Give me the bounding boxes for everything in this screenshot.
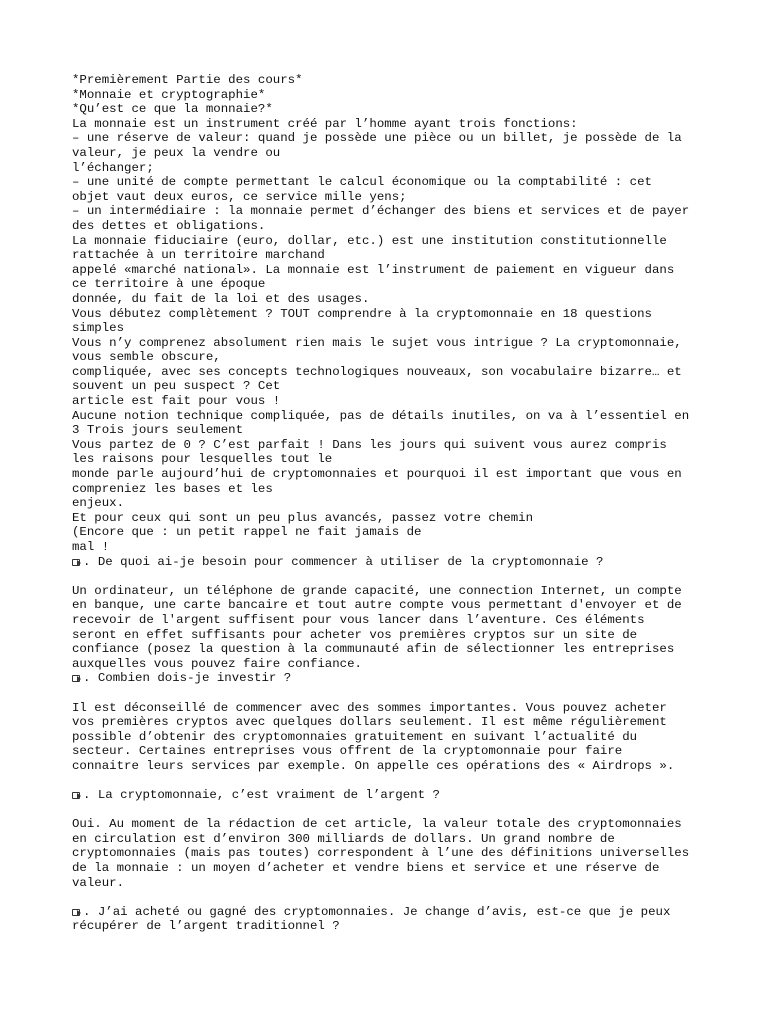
text-line: compreniez les bases et les xyxy=(72,481,273,496)
text-line: monde parle aujourd’hui de cryptomonnaies et pourquoi il est important que vous en xyxy=(72,467,682,482)
text-line: vous semble obscure, xyxy=(72,350,221,365)
text-line: confiance (posez la question à la communauté afin de sélectionner les entreprises xyxy=(72,642,675,657)
answer-2 xyxy=(72,701,712,774)
spacer xyxy=(72,890,712,905)
text-line: Vous partez de 0 ? C’est parfait ! Dans les jours qui suivent vous aurez compris xyxy=(72,437,667,452)
text-line: La monnaie fiduciaire (euro, dollar, etc.) est une institution constitutionnelle xyxy=(72,233,667,248)
question-3: . La cryptomonnaie, c’est vraiment de l’argent ? xyxy=(72,788,712,803)
text-line: La monnaie est un instrument créé par l’homme ayant trois fonctions: xyxy=(72,116,578,131)
text-line: rattachée à un territoire marchand xyxy=(72,248,325,263)
text-line: Il est déconseillé de commencer avec des sommes importantes. Vous pouvez acheter xyxy=(72,700,667,715)
text-line: des dettes et obligations. xyxy=(72,218,266,233)
text-line: – une unité de compte permettant le calcul économique ou la comptabilité : cet xyxy=(72,175,652,190)
text-line: souvent un peu suspect ? Cet xyxy=(72,379,281,394)
text-line: auxquelles vous pouvez faire confiance. xyxy=(72,656,362,671)
text-line: Oui. Au moment de la rédaction de cet article, la valeur totale des cryptomonnaies xyxy=(72,817,682,832)
arrow-hand-icon xyxy=(72,674,82,682)
text-line: de la monnaie : un moyen d’acheter et vendre biens et service et une réserve de xyxy=(72,861,660,876)
text-line: mal ! xyxy=(72,540,110,554)
text-line: Et pour ceux qui sont un peu plus avancés, passez votre chemin xyxy=(72,510,534,525)
text-line: connaitre leurs services par exemple. On appelle ces opérations des « Airdrops ». xyxy=(72,758,675,773)
document-text xyxy=(72,73,712,934)
text-line: *Premièrement Partie des cours* xyxy=(72,73,303,87)
text-line: ce territoire à une époque xyxy=(72,277,266,292)
text-line: seront en effet suffisants pour acheter vos premières cryptos sur un site de xyxy=(72,627,638,642)
text-line: (Encore que : un petit rappel ne fait jamais de xyxy=(72,525,422,540)
text-line: donnée, du fait de la loi et des usages. xyxy=(72,291,370,306)
text-line: recevoir de l'argent suffisent pour vous lancer dans l’aventure. Ces éléments xyxy=(72,612,645,627)
text-line: l’échanger; xyxy=(72,160,154,175)
text-line: *Monnaie et cryptographie* xyxy=(72,87,266,102)
question-4: . J’ai acheté ou gagné des cryptomonnaies. Je change d’avis, est-ce que je peux xyxy=(72,905,712,920)
text-line: Vous débutez complètement ? TOUT comprendre à la cryptomonnaie en 18 questions xyxy=(72,306,652,321)
spacer xyxy=(72,774,712,789)
text-line: simples xyxy=(72,321,125,336)
text-line: Un ordinateur, un téléphone de grande capacité, une connection Internet, un compte xyxy=(72,583,682,598)
text-line: Vous n’y comprenez absolument rien mais le sujet vous intrigue ? La cryptomonnaie, xyxy=(72,335,682,350)
text-line: Aucune notion technique compliquée, pas de détails inutiles, on va à l’essentiel en xyxy=(72,408,690,423)
text-line: – une réserve de valeur: quand je possède une pièce ou un billet, je possède de la xyxy=(72,131,682,146)
text-line: en circulation est d’environ 300 milliards de dollars. Un grand nombre de xyxy=(72,831,615,846)
answer-1 xyxy=(72,584,712,672)
text-line: enjeux. xyxy=(72,496,125,511)
text-line: vos premières cryptos avec quelques dollars seulement. Il est même régulièrement xyxy=(72,715,667,730)
question-2: . Combien dois-je investir ? xyxy=(72,671,712,686)
question-1: . De quoi ai-je besoin pour commencer à utiliser de la cryptomonnaie ? xyxy=(72,555,712,570)
text-line: secteur. Certaines entreprises vous offrent de la cryptomonnaie pour faire xyxy=(72,744,623,759)
intro-section xyxy=(72,73,712,555)
spacer xyxy=(72,686,712,701)
spacer xyxy=(72,803,712,818)
answer-3 xyxy=(72,817,712,890)
text-line: *Qu’est ce que la monnaie?* xyxy=(72,102,273,117)
text-line: 3 Trois jours seulement xyxy=(72,423,244,438)
arrow-hand-icon xyxy=(72,791,82,799)
text-line: cryptomonnaies (mais pas toutes) correspondent à l’une des définitions universelles xyxy=(72,846,690,861)
text-line: compliquée, avec ses concepts technologiques nouveaux, son vocabulaire bizarre… et xyxy=(72,364,682,379)
text-line: article est fait pour vous ! xyxy=(72,394,281,409)
arrow-hand-icon xyxy=(72,908,82,916)
text-line: valeur, je peux la vendre ou xyxy=(72,145,281,160)
text-line: les raisons pour lesquelles tout le xyxy=(72,452,333,467)
text-line: valeur. xyxy=(72,875,125,890)
text-line: – un intermédiaire : la monnaie permet d’échanger des biens et services et de payer xyxy=(72,204,690,219)
text-line: objet vaut deux euros, ce service mille yens; xyxy=(72,189,407,204)
text-line: en banque, une carte bancaire et tout autre compte vous permettant d'envoyer et de xyxy=(72,598,682,613)
arrow-hand-icon xyxy=(72,558,82,566)
spacer xyxy=(72,569,712,584)
question-4-continued: récupérer de l’argent traditionnel ? xyxy=(72,919,340,934)
text-line: appelé «marché national». La monnaie est l’instrument de paiement en vigueur dans xyxy=(72,262,675,277)
text-line: possible d’obtenir des cryptomonnaies gratuitement en suivant l’actualité du xyxy=(72,729,638,744)
